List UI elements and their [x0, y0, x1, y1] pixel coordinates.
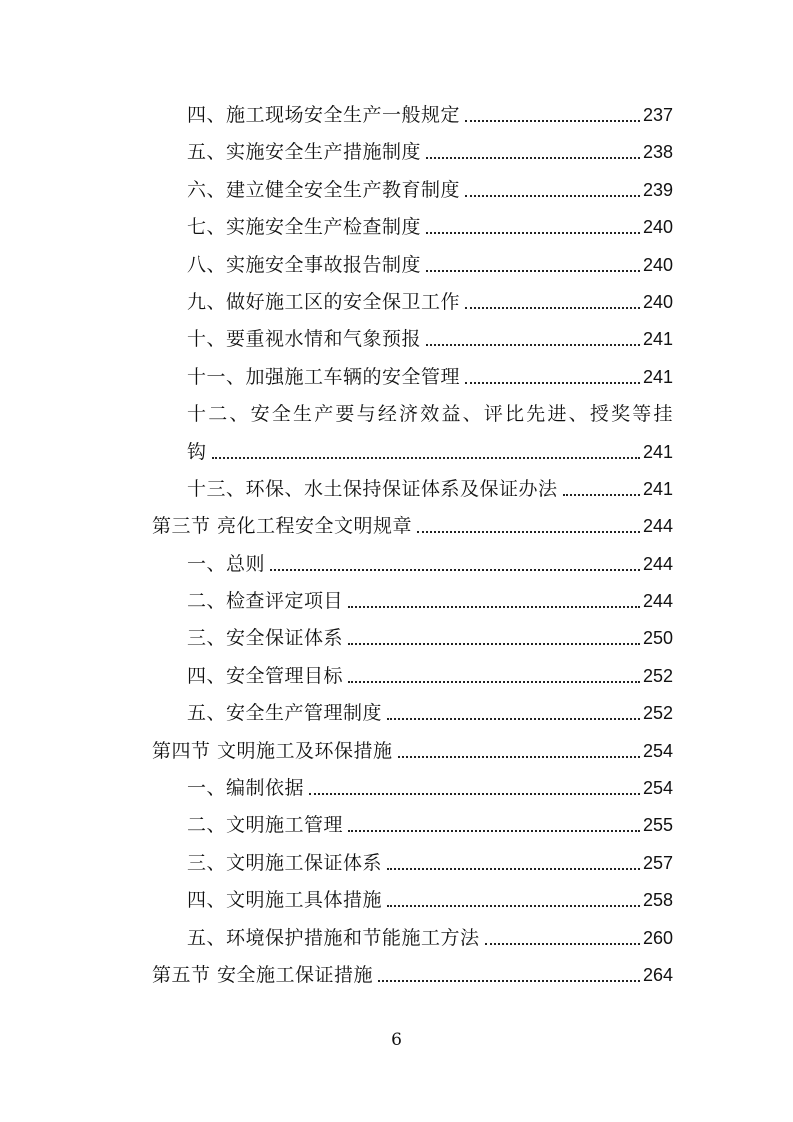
- dot-leader: [348, 681, 640, 683]
- toc-entry-title: 六、建立健全安全生产教育制度: [187, 178, 461, 201]
- toc-entry-title: 四、文明施工具体措施: [187, 889, 383, 912]
- toc-section-entry[interactable]: [0, 736, 793, 773]
- toc-entry-title: 三、文明施工保证体系: [187, 851, 383, 874]
- toc-entry-title: 五、安全生产管理制度: [187, 702, 383, 725]
- toc-entry-page: 244: [642, 553, 673, 574]
- toc-entry-title: 五、环境保护措施和节能施工方法: [187, 926, 480, 949]
- toc-entry-page: 241: [642, 478, 673, 499]
- toc-entry[interactable]: [0, 885, 793, 922]
- toc-entry-page: 241: [642, 441, 673, 462]
- toc-entry-title: 四、施工现场安全生产一般规定: [187, 104, 461, 126]
- toc-entry[interactable]: [0, 137, 793, 174]
- toc-entry-page: 240: [642, 291, 673, 312]
- dot-leader: [417, 531, 640, 533]
- dot-leader: [348, 643, 640, 645]
- toc-entry-title: 五、实施安全生产措施制度: [187, 141, 422, 164]
- toc-entry-page: 240: [642, 217, 673, 238]
- toc-entry-title: 二、文明施工管理: [187, 814, 344, 837]
- dot-leader: [387, 718, 640, 720]
- toc-entry-title: 第四节 文明施工及环保措施: [152, 739, 393, 762]
- toc-entry-page: 252: [642, 703, 673, 724]
- toc-entry[interactable]: [0, 698, 793, 735]
- dot-leader: [387, 868, 640, 870]
- dot-leader: [465, 382, 640, 384]
- toc-entry-page: 244: [642, 516, 673, 537]
- dot-leader: [387, 905, 640, 907]
- toc-entry-wrapped-second-line[interactable]: [0, 437, 793, 474]
- table-of-contents: [0, 100, 793, 997]
- toc-entry[interactable]: [0, 212, 793, 249]
- toc-entry-page: 241: [642, 329, 673, 350]
- toc-entry[interactable]: [0, 287, 793, 324]
- toc-entry[interactable]: [0, 324, 793, 361]
- toc-entry-title: 一、总则: [187, 552, 266, 575]
- dot-leader: [426, 232, 640, 234]
- toc-entry-page: 238: [642, 142, 673, 163]
- toc-entry-page: 241: [642, 366, 673, 387]
- toc-entry[interactable]: [0, 848, 793, 885]
- dot-leader: [426, 344, 640, 346]
- toc-entry-page: 258: [642, 890, 673, 911]
- toc-entry-page: 239: [642, 179, 673, 200]
- toc-entry-page: 250: [642, 628, 673, 649]
- toc-entry-wrapped-first-line[interactable]: [0, 399, 793, 436]
- dot-leader: [465, 195, 640, 197]
- toc-entry-page: 254: [642, 740, 673, 761]
- toc-entry-title: 十、要重视水情和气象预报: [187, 328, 422, 351]
- toc-entry-title: 第五节 安全施工保证措施: [152, 963, 374, 986]
- toc-entry-title: 四、安全管理目标: [187, 664, 344, 687]
- toc-entry[interactable]: [0, 175, 793, 212]
- toc-entry[interactable]: [0, 586, 793, 623]
- toc-entry-title: 十一、加强施工车辆的安全管理: [187, 365, 461, 388]
- toc-entry-page: 244: [642, 591, 673, 612]
- dot-leader: [426, 157, 640, 159]
- toc-entry-page: 240: [642, 254, 673, 275]
- dot-leader: [348, 830, 640, 832]
- toc-entry-title: 九、做好施工区的安全保卫工作: [187, 290, 461, 313]
- toc-entry[interactable]: [0, 549, 793, 586]
- toc-entry-page: 252: [642, 665, 673, 686]
- toc-entry-title: 七、实施安全生产检查制度: [187, 216, 422, 239]
- toc-entry-title: 八、实施安全事故报告制度: [187, 253, 422, 276]
- toc-entry-page: 237: [642, 105, 673, 125]
- toc-entry-page: 254: [642, 778, 673, 799]
- toc-entry-title: 二、检查评定项目: [187, 590, 344, 613]
- toc-entry[interactable]: [0, 100, 793, 137]
- dot-leader: [212, 457, 640, 459]
- toc-entry[interactable]: [0, 250, 793, 287]
- dot-leader: [485, 943, 640, 945]
- dot-leader: [398, 756, 640, 758]
- toc-entry[interactable]: [0, 923, 793, 960]
- toc-entry-page: 255: [642, 815, 673, 836]
- toc-entry-title-continuation: 钩: [187, 440, 207, 463]
- toc-entry-page: 264: [642, 964, 673, 985]
- dot-leader: [309, 793, 640, 795]
- toc-entry[interactable]: [0, 362, 793, 399]
- toc-entry[interactable]: [0, 474, 793, 511]
- dot-leader: [426, 270, 640, 272]
- page-number: 6: [391, 1030, 402, 1050]
- toc-entry-page: 260: [642, 927, 673, 948]
- toc-section-entry[interactable]: [0, 511, 793, 548]
- toc-entry-title: 三、安全保证体系: [187, 627, 344, 650]
- dot-leader: [465, 120, 640, 122]
- toc-section-entry[interactable]: [0, 960, 793, 997]
- dot-leader: [270, 569, 640, 571]
- dot-leader: [465, 307, 640, 309]
- dot-leader: [348, 606, 640, 608]
- toc-entry[interactable]: [0, 810, 793, 847]
- dot-leader: [378, 980, 640, 982]
- toc-entry-title: 一、编制依据: [187, 777, 305, 800]
- toc-entry-title: 十二、安全生产要与经济效益、评比先进、授奖等挂: [187, 403, 673, 426]
- toc-entry[interactable]: [0, 623, 793, 660]
- toc-entry-title: 第三节 亮化工程安全文明规章: [152, 515, 413, 538]
- toc-entry-page: 257: [642, 852, 673, 873]
- toc-entry[interactable]: [0, 661, 793, 698]
- toc-entry[interactable]: [0, 773, 793, 810]
- toc-entry-title: 十三、环保、水土保持保证体系及保证办法: [187, 477, 558, 500]
- dot-leader: [563, 494, 640, 496]
